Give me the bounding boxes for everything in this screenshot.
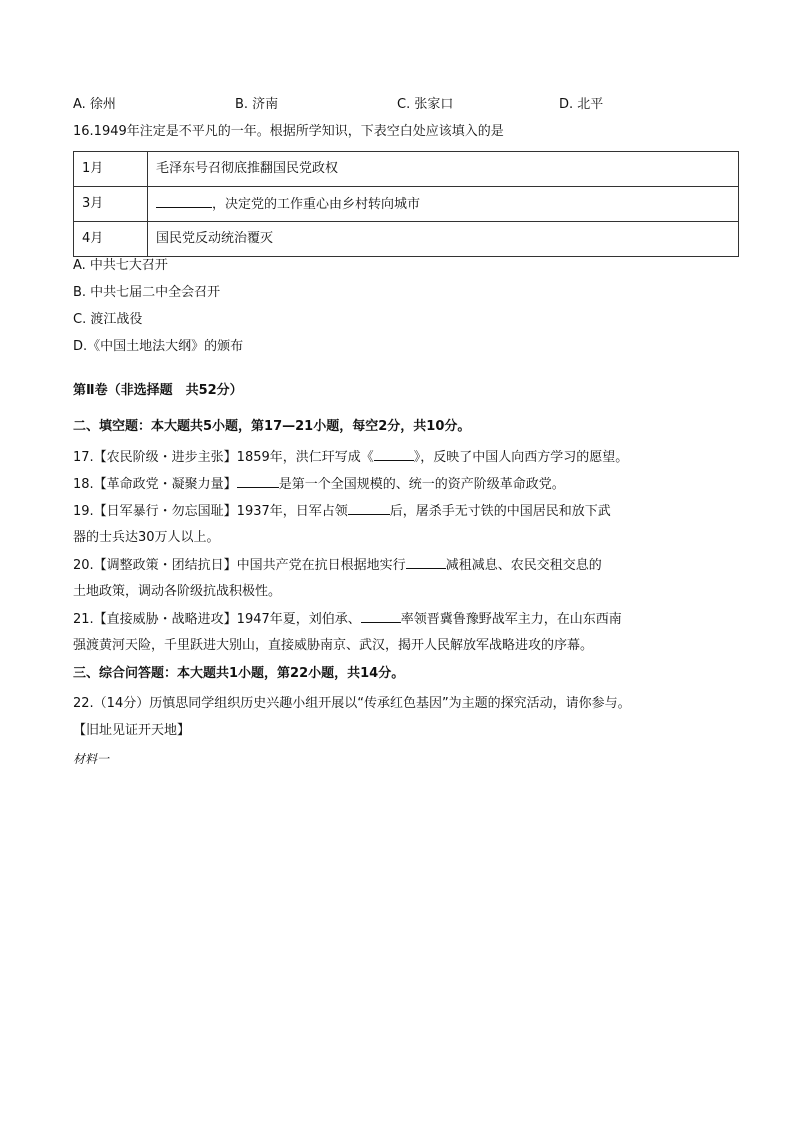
part2-title: 第Ⅱ卷（非选择题 共52分） bbox=[73, 383, 243, 398]
q20-text-before: 20.【调整政策・团结抗日】中国共产党在抗日根据地实行 bbox=[73, 558, 406, 573]
q19-text-after: 后，屠杀手无寸铁的中国居民和放下武 bbox=[389, 504, 611, 519]
table-cell-month: 3月 bbox=[74, 187, 148, 222]
table-cell-event: 国民党反动统治覆灭 bbox=[148, 222, 739, 257]
q19 bbox=[73, 502, 611, 521]
answer-blank bbox=[237, 475, 279, 488]
q18 bbox=[73, 475, 565, 494]
q19-line2: 器的士兵达30万人以上。 bbox=[73, 530, 220, 545]
answer-blank bbox=[374, 448, 414, 461]
q16-option-a: A. 中共七大召开 bbox=[73, 258, 168, 273]
answer-blank bbox=[348, 502, 390, 515]
table-row bbox=[74, 152, 739, 187]
answer-blank bbox=[361, 610, 401, 623]
q17-text-after: 》，反映了中国人向西方学习的愿望。 bbox=[413, 450, 629, 465]
table-cell-event: 毛泽东号召彻底推翻国民党政权 bbox=[148, 152, 739, 187]
table-cell-event bbox=[148, 187, 739, 222]
q21 bbox=[73, 610, 622, 629]
table-row bbox=[74, 187, 739, 222]
q22-subtitle: 【旧址见证开天地】 bbox=[73, 723, 191, 738]
q20-text-after: 减租减息、农民交租交息的 bbox=[445, 558, 602, 573]
table-cell-month: 4月 bbox=[74, 222, 148, 257]
q18-text-after: 是第一个全国规模的、统一的资产阶级革命政党。 bbox=[278, 477, 565, 492]
q16-option-c: C. 渡江战役 bbox=[73, 312, 143, 327]
q16-option-d: D.《中国土地法大纲》的颁布 bbox=[73, 339, 244, 354]
q15-option-b: B. 济南 bbox=[235, 97, 279, 112]
q15-option-a: A. 徐州 bbox=[73, 97, 116, 112]
q18-text-before: 18.【革命政党・凝聚力量】 bbox=[73, 477, 237, 492]
section3-title: 三、综合问答题：本大题共1小题，第22小题，共14分。 bbox=[73, 666, 405, 681]
q15-option-d: D. 北平 bbox=[559, 97, 604, 112]
q21-line2: 强渡黄河天险，千里跃进大别山，直接威胁南京、武汉，揭开人民解放军战略进攻的序幕。 bbox=[73, 638, 594, 653]
q17 bbox=[73, 448, 628, 467]
table-cell-month: 1月 bbox=[74, 152, 148, 187]
q15-option-c: C. 张家口 bbox=[397, 97, 454, 112]
q19-text-before: 19.【日军暴行・勿忘国耻】1937年，日军占领 bbox=[73, 504, 348, 519]
table-row bbox=[74, 222, 739, 257]
q20-line2: 土地政策，调动各阶级抗战积极性。 bbox=[73, 584, 282, 599]
q16-table bbox=[73, 151, 739, 257]
q16-stem: 16.1949年注定是不平凡的一年。根据所学知识，下表空白处应该填入的是 bbox=[73, 124, 504, 139]
q20 bbox=[73, 556, 602, 575]
answer-blank bbox=[156, 195, 212, 208]
answer-blank bbox=[406, 556, 446, 569]
q22-stem: 22.（14分）历慎思同学组织历史兴趣小组开展以“传承红色基因”为主题的探究活动，请你参与。 bbox=[73, 696, 631, 711]
table-cell-event-text: ，决定党的工作重心由乡村转向城市 bbox=[212, 196, 421, 212]
q21-text-after: 率领晋冀鲁豫野战军主力，在山东西南 bbox=[400, 612, 622, 627]
q21-text-before: 21.【直接威胁・战略进攻】1947年夏，刘伯承、 bbox=[73, 612, 361, 627]
q17-text-before: 17.【农民阶级・进步主张】1859年，洪仁玕写成《 bbox=[73, 450, 374, 465]
q16-option-b: B. 中共七届二中全会召开 bbox=[73, 285, 221, 300]
section2-title: 二、填空题：本大题共5小题，第17—21小题，每空2分，共10分。 bbox=[73, 419, 471, 434]
q22-material-label: 材料一 bbox=[73, 752, 110, 766]
